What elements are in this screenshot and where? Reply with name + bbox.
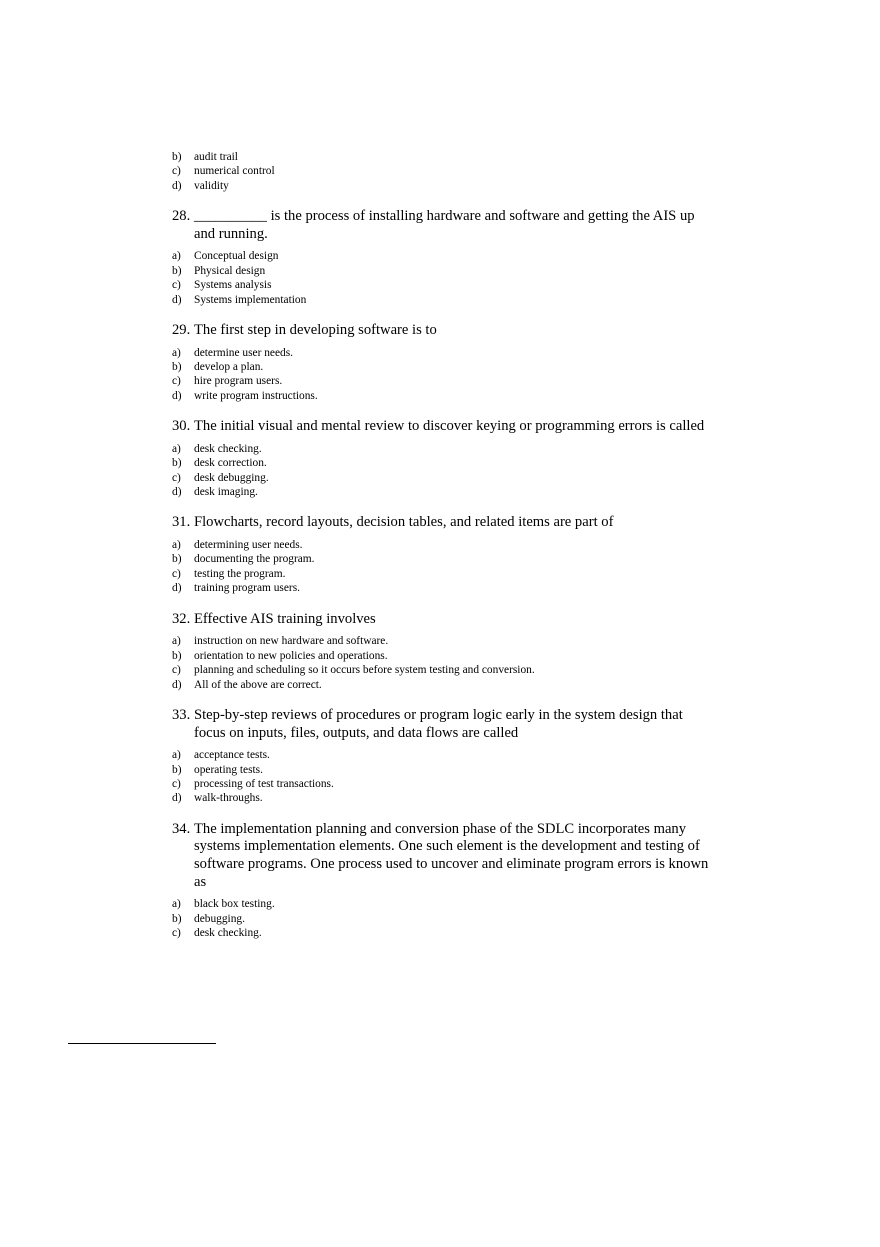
option bbox=[172, 278, 712, 292]
option-letter: b) bbox=[172, 649, 182, 662]
question-28 bbox=[172, 208, 712, 307]
option bbox=[172, 538, 712, 552]
question-text: Flowcharts, record layouts, decision tables, and related items are part of bbox=[194, 514, 614, 531]
option-text: debugging. bbox=[194, 912, 245, 925]
option-text: acceptance tests. bbox=[194, 749, 270, 762]
option-letter: d) bbox=[172, 486, 182, 499]
option-letter: b) bbox=[172, 151, 182, 163]
question-number: 34. bbox=[172, 820, 191, 837]
option-letter: c) bbox=[172, 777, 181, 790]
option bbox=[172, 264, 712, 278]
question-number: 28. bbox=[172, 208, 191, 225]
option-text: desk checking. bbox=[194, 442, 262, 455]
option bbox=[172, 567, 712, 581]
option-text: hire program users. bbox=[194, 375, 283, 388]
option-text: develop a plan. bbox=[194, 361, 264, 374]
option-letter: b) bbox=[172, 763, 182, 776]
option-text: processing of test transactions. bbox=[194, 777, 334, 790]
option-letter: d) bbox=[172, 389, 182, 402]
question-options bbox=[172, 346, 712, 404]
option bbox=[172, 150, 712, 164]
option bbox=[172, 777, 712, 791]
question-text: Step-by-step reviews of procedures or program logic early in the system design that focus on inputs, files, outputs, and data flows are called bbox=[194, 706, 683, 741]
question-number: 31. bbox=[172, 514, 191, 531]
option bbox=[172, 912, 712, 926]
option-text: determining user needs. bbox=[194, 539, 303, 552]
option-text: Systems analysis bbox=[194, 279, 272, 292]
option bbox=[172, 763, 712, 777]
option-text: operating tests. bbox=[194, 763, 263, 776]
option bbox=[172, 581, 712, 595]
question-list bbox=[172, 150, 712, 940]
option bbox=[172, 249, 712, 263]
option-text: validity bbox=[194, 179, 229, 192]
option-letter: b) bbox=[172, 553, 182, 566]
option-letter: c) bbox=[172, 567, 181, 580]
option-text: black box testing. bbox=[194, 898, 275, 911]
option-letter: a) bbox=[172, 898, 181, 911]
option-letter: a) bbox=[172, 635, 181, 648]
question-31 bbox=[172, 514, 712, 595]
option-letter: a) bbox=[172, 539, 181, 552]
question-text: Effective AIS training involves bbox=[194, 610, 376, 627]
option-letter: d) bbox=[172, 179, 182, 192]
question-30 bbox=[172, 418, 712, 499]
option-letter: c) bbox=[172, 664, 181, 677]
option-text: desk correction. bbox=[194, 457, 267, 470]
option bbox=[172, 374, 712, 388]
question-options bbox=[172, 748, 712, 806]
option-letter: b) bbox=[172, 361, 182, 374]
option-letter: a) bbox=[172, 749, 181, 762]
option bbox=[172, 164, 712, 178]
option-letter: d) bbox=[172, 678, 182, 691]
option-letter: c) bbox=[172, 279, 181, 292]
option bbox=[172, 678, 712, 692]
option bbox=[172, 442, 712, 456]
question-number: 33. bbox=[172, 706, 191, 723]
option-text: instruction on new hardware and software. bbox=[194, 635, 389, 648]
option bbox=[172, 346, 712, 360]
question-text: The implementation planning and conversion phase of the SDLC incorporates many systems implementation elements. One such element is the development and testing of software programs. One process used to uncover and eliminate program errors is known as bbox=[194, 820, 709, 890]
question-options bbox=[172, 538, 712, 596]
carryover-options bbox=[172, 150, 712, 193]
option-text: Conceptual design bbox=[194, 250, 279, 263]
option bbox=[172, 926, 712, 940]
question-32 bbox=[172, 611, 712, 692]
question-number: 32. bbox=[172, 610, 191, 627]
option-letter: c) bbox=[172, 471, 181, 484]
option bbox=[172, 485, 712, 499]
option bbox=[172, 552, 712, 566]
option-text: All of the above are correct. bbox=[194, 678, 322, 691]
option bbox=[172, 360, 712, 374]
question-text: __________ is the process of installing hardware and software and getting the AIS up and running. bbox=[194, 208, 695, 242]
option-letter: a) bbox=[172, 346, 181, 359]
option-letter: b) bbox=[172, 264, 182, 277]
option-text: planning and scheduling so it occurs before system testing and conversion. bbox=[194, 664, 535, 677]
option-text: Systems implementation bbox=[194, 293, 307, 306]
option bbox=[172, 791, 712, 805]
option-text: audit trail bbox=[194, 151, 238, 163]
option-letter: b) bbox=[172, 912, 182, 925]
question-text: The initial visual and mental review to discover keying or programming errors is called bbox=[194, 418, 705, 435]
option-letter: b) bbox=[172, 457, 182, 470]
question-33 bbox=[172, 707, 712, 806]
option-text: determine user needs. bbox=[194, 346, 293, 359]
option-text: documenting the program. bbox=[194, 553, 315, 566]
option-letter: a) bbox=[172, 250, 181, 263]
option-text: Physical design bbox=[194, 264, 266, 277]
question-options bbox=[172, 442, 712, 500]
option-text: desk debugging. bbox=[194, 471, 269, 484]
option bbox=[172, 389, 712, 403]
option bbox=[172, 897, 712, 911]
question-options bbox=[172, 249, 712, 307]
option-letter: c) bbox=[172, 375, 181, 388]
question-options bbox=[172, 634, 712, 692]
option-text: walk-throughs. bbox=[194, 792, 263, 805]
option bbox=[172, 634, 712, 648]
question-29 bbox=[172, 322, 712, 403]
option-letter: c) bbox=[172, 926, 181, 939]
option-letter: d) bbox=[172, 792, 182, 805]
option bbox=[172, 293, 712, 307]
option-text: numerical control bbox=[194, 165, 275, 178]
option-text: write program instructions. bbox=[194, 389, 318, 402]
option-text: testing the program. bbox=[194, 567, 286, 580]
question-number: 29. bbox=[172, 322, 191, 339]
question-options bbox=[172, 897, 712, 940]
option-letter: a) bbox=[172, 442, 181, 455]
option-text: training program users. bbox=[194, 582, 300, 595]
option-letter: d) bbox=[172, 293, 182, 306]
option bbox=[172, 456, 712, 470]
option-text: orientation to new policies and operations. bbox=[194, 649, 388, 662]
option-letter: d) bbox=[172, 582, 182, 595]
option bbox=[172, 649, 712, 663]
question-number: 30. bbox=[172, 418, 191, 435]
option-letter: c) bbox=[172, 165, 181, 178]
option-text: desk checking. bbox=[194, 926, 262, 939]
question-34 bbox=[172, 821, 712, 941]
option bbox=[172, 471, 712, 485]
footnote-divider bbox=[68, 1043, 216, 1044]
option bbox=[172, 179, 712, 193]
option-text: desk imaging. bbox=[194, 486, 258, 499]
option bbox=[172, 663, 712, 677]
question-text: The first step in developing software is to bbox=[194, 322, 437, 339]
option bbox=[172, 748, 712, 762]
